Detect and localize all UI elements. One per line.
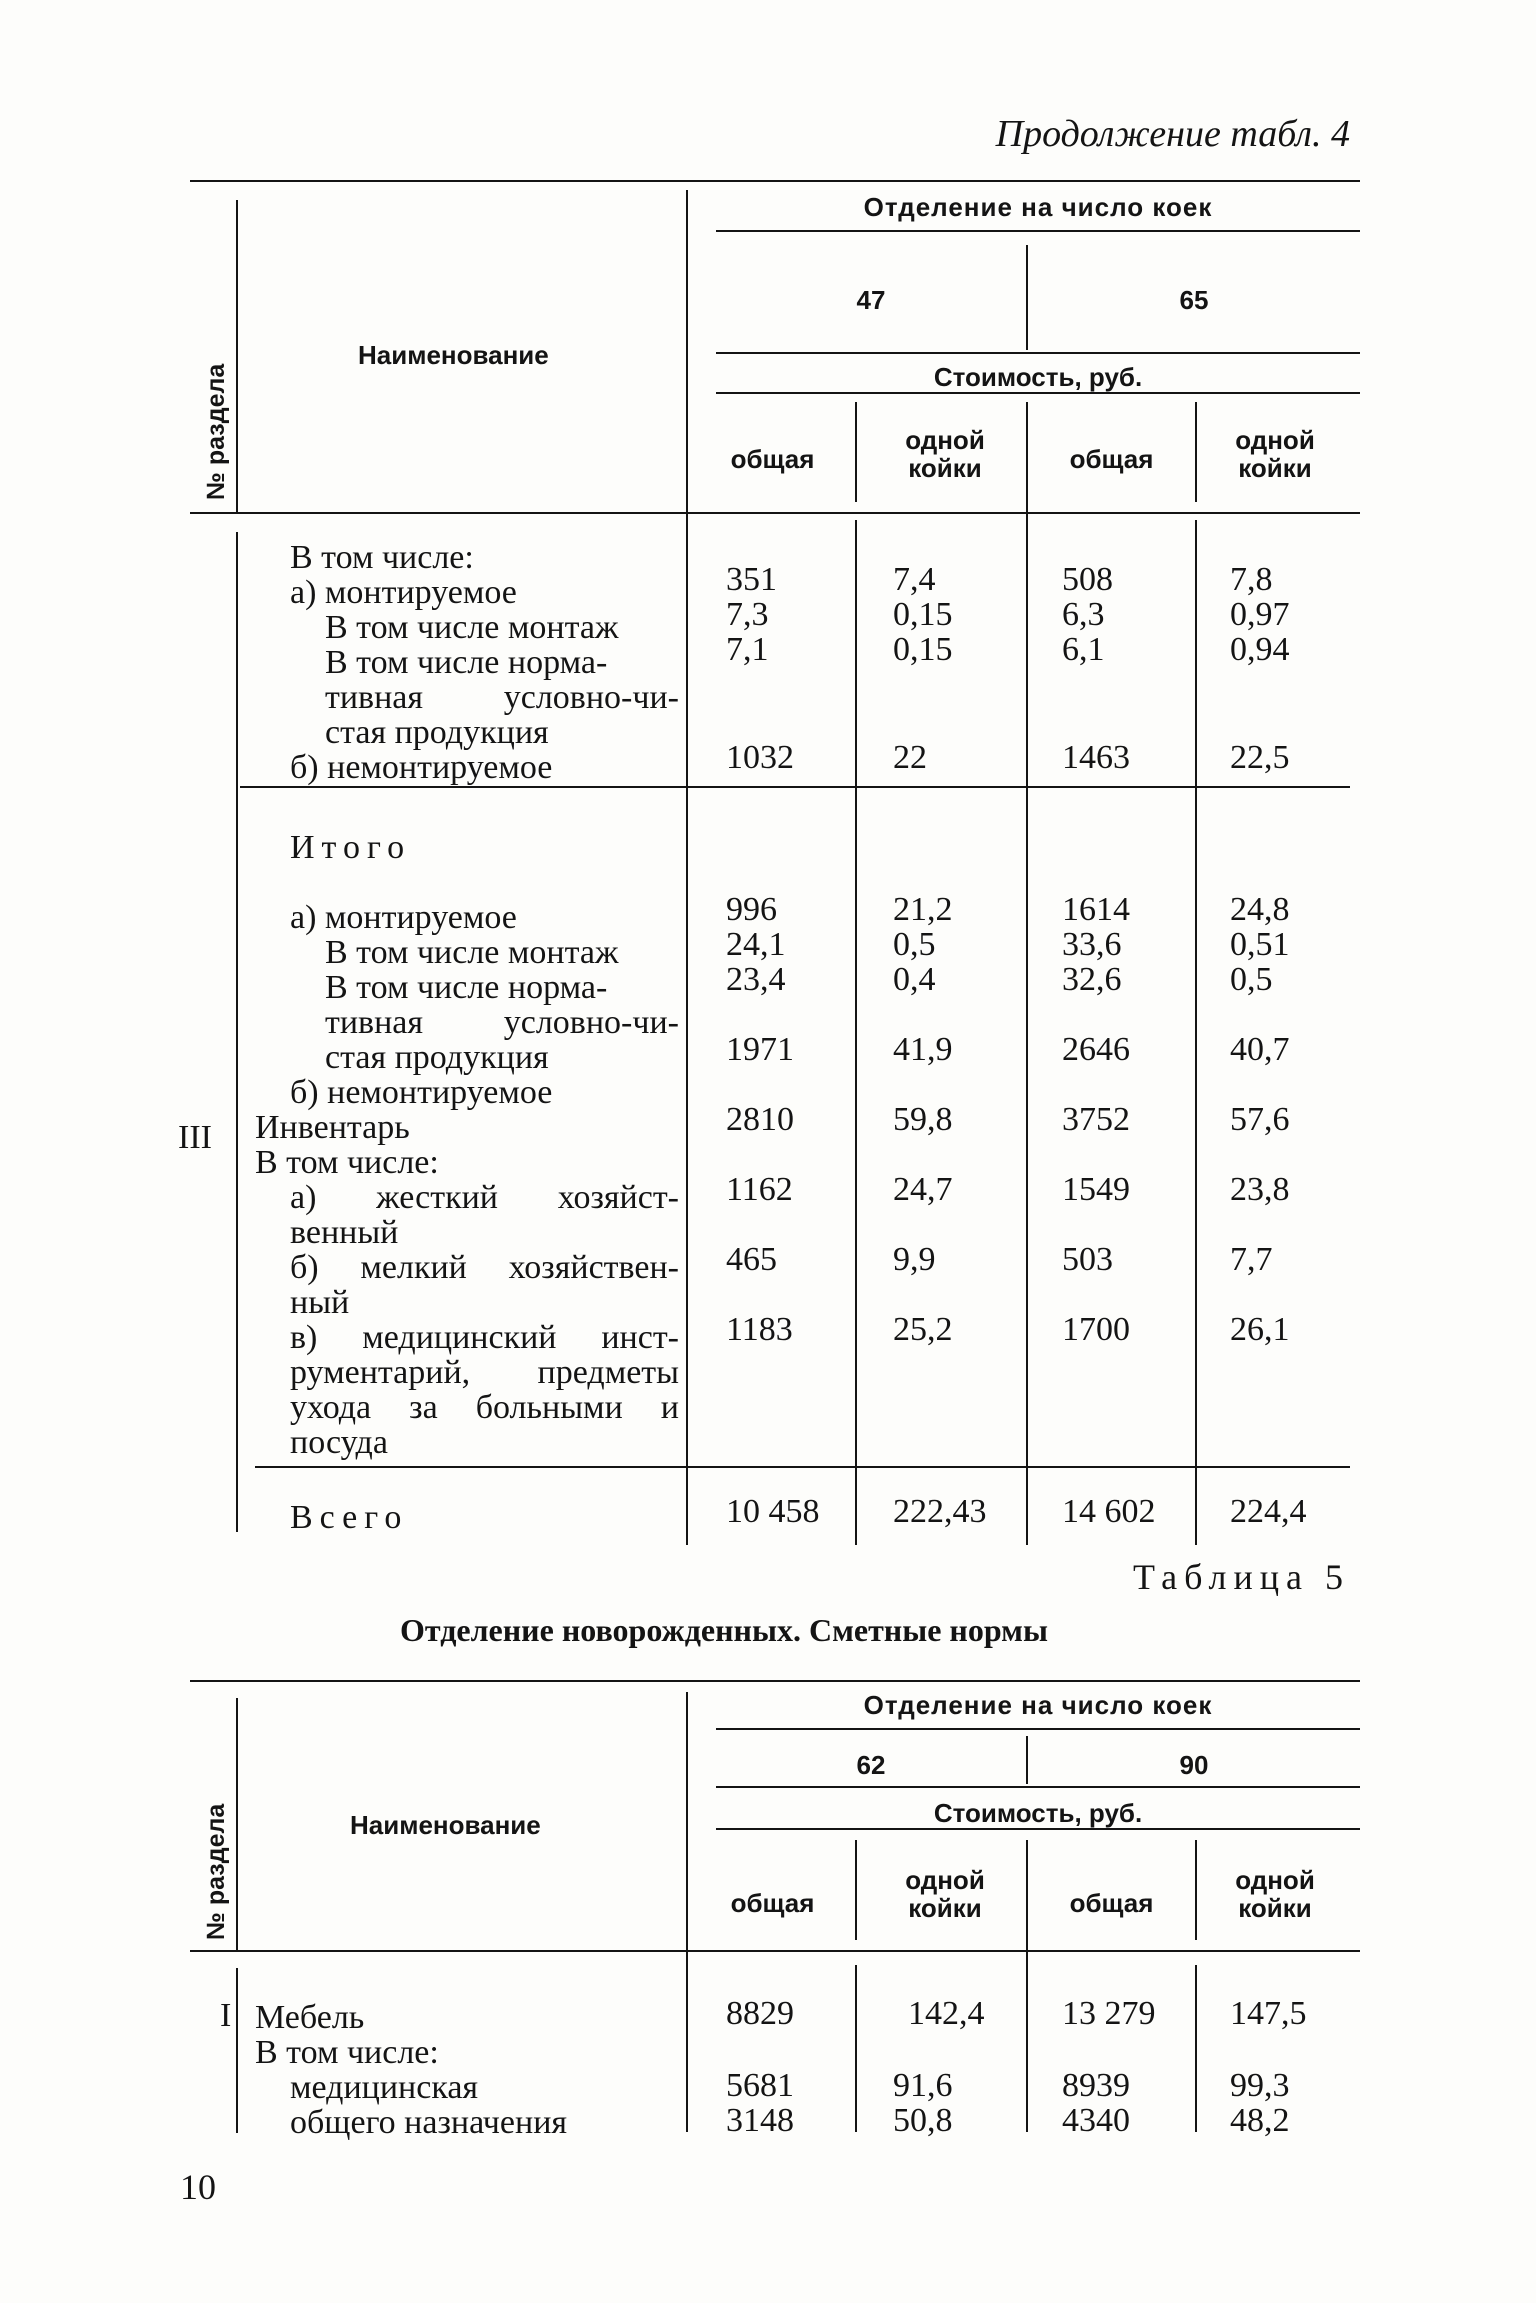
- t4-cell: 0,97: [1230, 596, 1290, 633]
- t4-row-label: венный: [290, 1214, 399, 1251]
- t4-cell: 465: [726, 1241, 777, 1278]
- t5-sub-perbed-1: одной койки: [905, 1865, 985, 1923]
- t4-cell: 0,51: [1230, 926, 1290, 963]
- t5-section-divider-body: [236, 1968, 238, 2133]
- t5-dept-rule: [716, 1728, 1360, 1730]
- t4-row-label: В том числе:: [255, 1144, 439, 1181]
- t4-row-label: б) мелкий хозяйствен-: [290, 1249, 679, 1286]
- t5-cell: 8829: [726, 1995, 794, 2032]
- t4-cell: 1032: [726, 739, 794, 776]
- t4-total-cell: 10 458: [726, 1493, 820, 1530]
- t4-cell: 0,15: [893, 631, 953, 668]
- t4-cell: 996: [726, 891, 777, 928]
- t4-cell: 41,9: [893, 1031, 953, 1068]
- t4-cell: 0,4: [893, 961, 936, 998]
- t4-cell: 9,9: [893, 1241, 936, 1278]
- t4-col1-divider-body: [855, 520, 857, 1545]
- t4-head-bottom-rule: [190, 512, 1360, 514]
- t4-cell: 7,3: [726, 596, 769, 633]
- t4-cell: 22: [893, 739, 927, 776]
- t5-section-numeral: I: [220, 1997, 232, 2034]
- t4-row-label: тивная условно-чи-: [325, 1004, 679, 1041]
- t4-cost-header: Стоимость, руб.: [933, 362, 1143, 392]
- t4-cell: 24,7: [893, 1171, 953, 1208]
- t4-cell: 6,1: [1062, 631, 1105, 668]
- t4-cell: 2646: [1062, 1031, 1130, 1068]
- t4-cell: 24,8: [1230, 891, 1290, 928]
- t4-cell: 22,5: [1230, 739, 1290, 776]
- t4-row-label: в) медицинский инст-: [290, 1319, 679, 1356]
- t4-cell: 7,7: [1230, 1241, 1273, 1278]
- t4-row-label: а) монтируемое: [290, 899, 517, 936]
- t4-row-label: ный: [290, 1284, 350, 1321]
- t4-cell: 2810: [726, 1101, 794, 1138]
- t4-name-divider: [686, 190, 688, 1545]
- t5-cell: 48,2: [1230, 2102, 1290, 2139]
- t4-col1-divider-head: [855, 402, 857, 502]
- t4-row-label: В том числе норма-: [325, 644, 608, 681]
- t4-row-label: рументарий, предметы: [290, 1354, 679, 1391]
- t5-cell: 50,8: [893, 2102, 953, 2139]
- t4-beds-rule: [716, 352, 1360, 354]
- t4-cell: 0,15: [893, 596, 953, 633]
- t4-cell: 24,1: [726, 926, 786, 963]
- t4-cell: 1162: [726, 1171, 793, 1208]
- t5-cell: 91,6: [893, 2067, 953, 2104]
- t4-beds-47: 47: [856, 285, 886, 315]
- t4-cell: 1463: [1062, 739, 1130, 776]
- t4-row-label: Инвентарь: [255, 1109, 410, 1146]
- t4-row-label: тивная условно-чи-: [325, 679, 679, 716]
- t5-name-divider: [686, 1692, 688, 2132]
- t4-cell: 6,3: [1062, 596, 1105, 633]
- t5-col1-divider-body: [855, 1965, 857, 2132]
- t5-cell: 99,3: [1230, 2067, 1290, 2104]
- t4-cell: 0,5: [893, 926, 936, 963]
- t4-dept-header: Отделение на число коек: [863, 192, 1213, 222]
- t4-total-label: Всего: [290, 1499, 409, 1536]
- t4-row-label: б) немонтируемое: [290, 749, 553, 786]
- t5-cell: 3148: [726, 2102, 794, 2139]
- t4-total-cell: 224,4: [1230, 1493, 1307, 1530]
- t5-beds-90: 90: [1179, 1750, 1209, 1780]
- t5-cell: 13 279: [1062, 1995, 1156, 2032]
- t4-cell: 3752: [1062, 1101, 1130, 1138]
- t5-dept-header: Отделение на число коек: [863, 1690, 1213, 1720]
- t4-cell: 25,2: [893, 1311, 953, 1348]
- t5-row-label: В том числе:: [255, 2034, 439, 2071]
- t5-cell: 142,4: [908, 1995, 985, 2032]
- t5-col3-divider-body: [1195, 1965, 1197, 2132]
- t4-cell: 351: [726, 561, 777, 598]
- t4-row-label: Итого: [290, 829, 412, 866]
- t4-row-label: б) немонтируемое: [290, 1074, 553, 1111]
- t4-cell: 1971: [726, 1031, 794, 1068]
- t4-row-label: В том числе:: [290, 539, 474, 576]
- t4-section-numeral: III: [178, 1119, 212, 1156]
- t4-dept-rule: [716, 230, 1360, 232]
- t4-section-divider-body: [236, 532, 238, 1532]
- t4-cell: 1549: [1062, 1171, 1130, 1208]
- t5-name-column-header: Наименование: [350, 1810, 541, 1840]
- t4-sub-perbed-1: одной койки: [905, 425, 985, 483]
- t5-cell: 4340: [1062, 2102, 1130, 2139]
- t5-beds-rule: [716, 1786, 1360, 1788]
- t4-cell: 1700: [1062, 1311, 1130, 1348]
- t5-cell: 8939: [1062, 2067, 1130, 2104]
- t4-cell: 33,6: [1062, 926, 1122, 963]
- t5-col2-divider: [1026, 1840, 1028, 2132]
- t5-row-label: Мебель: [255, 1999, 365, 2036]
- t4-cell: 23,4: [726, 961, 786, 998]
- t4-cell: 32,6: [1062, 961, 1122, 998]
- page-number: 10: [180, 2167, 216, 2207]
- t4-col3-divider-body: [1195, 520, 1197, 1545]
- t4-col2-divider: [1026, 402, 1028, 1545]
- t4-cell: 0,94: [1230, 631, 1290, 668]
- t5-col3-divider-head: [1195, 1840, 1197, 1940]
- t4-cell: 40,7: [1230, 1031, 1290, 1068]
- t4-section-column-header: № раздела: [202, 363, 230, 500]
- t4-row-label: посуда: [290, 1424, 388, 1461]
- t5-cell: 147,5: [1230, 1995, 1307, 2032]
- t5-beds-62: 62: [856, 1750, 886, 1780]
- t5-col1-divider-head: [855, 1840, 857, 1940]
- t4-total-cell: 14 602: [1062, 1493, 1156, 1530]
- t4-total-rule: [255, 1466, 1350, 1468]
- t4-cell: 7,1: [726, 631, 769, 668]
- t4-block-rule: [240, 786, 1350, 788]
- t4-row-label: В том числе норма-: [325, 969, 608, 1006]
- t5-head-bottom-rule: [190, 1950, 1360, 1952]
- t4-row-label: а) жесткий хозяйст-: [290, 1179, 679, 1216]
- t4-cell: 1614: [1062, 891, 1130, 928]
- t4-col3-divider-head: [1195, 402, 1197, 502]
- continuation-caption: Продолжение табл. 4: [995, 113, 1350, 155]
- t4-cell: 59,8: [893, 1101, 953, 1138]
- t5-section-divider-head: [236, 1698, 238, 1950]
- t5-sub-total-2: общая: [1069, 1888, 1154, 1918]
- t4-sub-total-2: общая: [1069, 444, 1154, 474]
- t5-cost-header: Стоимость, руб.: [933, 1798, 1143, 1828]
- t4-cell: 503: [1062, 1241, 1113, 1278]
- table-5-title: Отделение новорожденных. Сметные нормы: [400, 1612, 1048, 1648]
- t5-row-label: медицинская: [290, 2069, 479, 2106]
- t4-sub-total-1: общая: [730, 444, 815, 474]
- t5-sub-perbed-2: одной койки: [1235, 1865, 1315, 1923]
- table-5-label: Таблица 5: [1133, 1557, 1350, 1597]
- t4-section-divider-head: [236, 200, 238, 512]
- t4-sub-perbed-2: одной койки: [1235, 425, 1315, 483]
- t4-row-label: стая продукция: [325, 714, 549, 751]
- t5-top-rule: [190, 1680, 1360, 1682]
- t4-beds-65: 65: [1179, 285, 1209, 315]
- t4-cell: 0,5: [1230, 961, 1273, 998]
- t5-section-column-header: № раздела: [202, 1803, 230, 1940]
- t4-cell: 21,2: [893, 891, 953, 928]
- t5-sub-total-1: общая: [730, 1888, 815, 1918]
- t5-cell: 5681: [726, 2067, 794, 2104]
- t4-cell: 57,6: [1230, 1101, 1290, 1138]
- t4-row-label: ухода за больными и: [290, 1389, 679, 1426]
- t4-row-label: а) монтируемое: [290, 574, 517, 611]
- t4-cell: 23,8: [1230, 1171, 1290, 1208]
- t4-cell: 26,1: [1230, 1311, 1290, 1348]
- t4-total-cell: 222,43: [893, 1493, 987, 1530]
- t4-top-rule: [190, 180, 1360, 182]
- t4-row-label: стая продукция: [325, 1039, 549, 1076]
- t4-cell: 1183: [726, 1311, 793, 1348]
- t4-row-label: В том числе монтаж: [325, 609, 619, 646]
- t4-cell: 508: [1062, 561, 1113, 598]
- t4-cell: 7,4: [893, 561, 936, 598]
- t4-cell: 7,8: [1230, 561, 1273, 598]
- t4-row-label: В том числе монтаж: [325, 934, 619, 971]
- t4-name-column-header: Наименование: [358, 340, 549, 370]
- t5-row-label: общего назначения: [290, 2104, 568, 2141]
